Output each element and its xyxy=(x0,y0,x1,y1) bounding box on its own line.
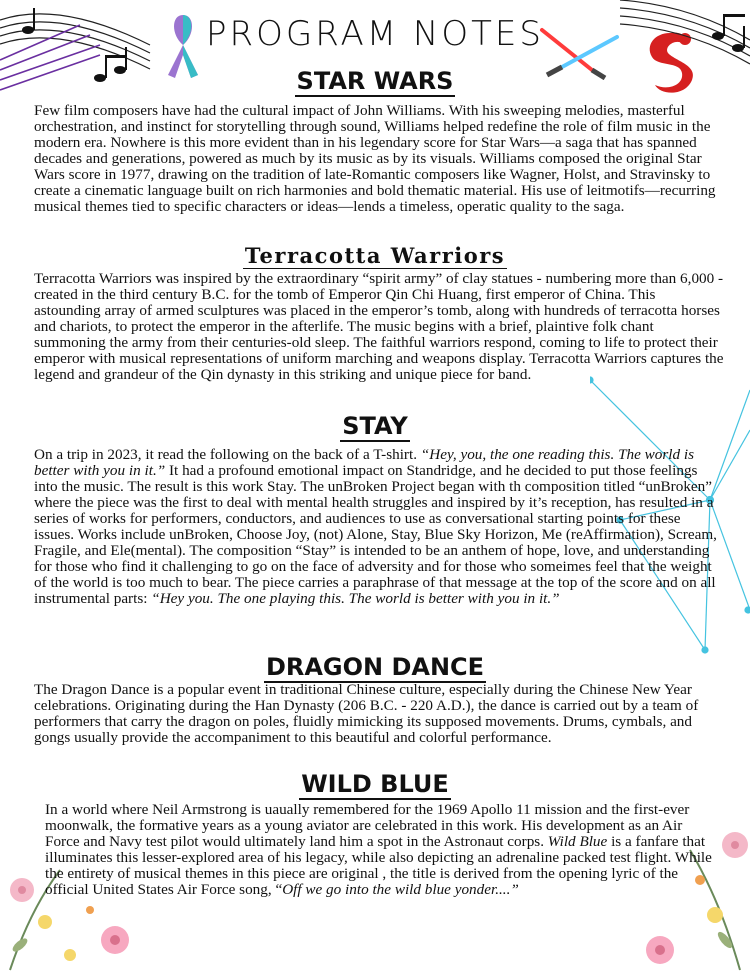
text-run: Terracotta Warriors was inspired by the extraordinary “spirit army” of clay statues - numbering more than 6,000 - created in the third century B.C. for the tomb of Emperor Qin Chi Huang, first emperor of China. This astounding array of armed sculptures was placed in the emperor’s tomb, along with hundreds of terracotta horses and chariots, to protect the emperor in the afterlife. The music begins with a brief, plaintive folk chant summoning the army from their centuries-old sleep. The faithful warriors respond, coming to life to protect their emperor with musical representations of uniform marching and weapons display. Terracotta Warriors captures the legend and grandeur of the Qin dynasty in this striking and unique piece for band. xyxy=(34,270,724,383)
section-body-terracotta-warriors xyxy=(34,271,724,383)
italic-text-run: “Hey you. The one playing this. The world is better with you in it.” xyxy=(151,590,560,607)
section-heading-wild-blue: WILD BLUE xyxy=(301,770,449,798)
italic-text-run: Wild Blue xyxy=(547,833,608,850)
text-run: The Dragon Dance is a popular event in traditional Chinese culture, especially during the Chinese New Year celebrations. Originating during the Han Dynasty (206 B.C. - 220 A.D.), the dance is carried out by a team of performers that carry the dragon on poles, fluidly mimicking its supposed movements. Drums, cymbals, and gongs usually provide the accompaniment to this beautiful and colorful performance. xyxy=(34,681,699,746)
section-heading-terracotta-warriors: Terracotta Warriors xyxy=(244,243,506,268)
text-run: Few film composers have had the cultural impact of John Williams. With his sweeping melodies, masterful orchestration, and instinct for storytelling through sound, Williams helped redefine the role of film music in the modern era. Nowhere is this more evident than in his legendary score for Star Wars—a saga that has spanned decades and generations, powered as much by its music as by its visuals. Williams composed the original Star Wars score in 1977, drawing on the tradition of late-Romantic composers like Wagner, Holst, and Stravinsky to create a cinematic language built on rich harmonies and bold thematic material. His use of leitmotifs—recurring musical themes tied to specific characters or ideas—lends a timeless, operatic quality to the saga. xyxy=(34,102,716,215)
section-body-wild-blue xyxy=(45,802,713,898)
section-heading-dragon-dance: DRAGON DANCE xyxy=(265,653,485,681)
text-run: In a world where Neil Armstrong is uaually remembered for the 1969 Apollo 11 mission and the first-ever moonwalk, the formative years as a young aviator are celebrated in this work. His development as an Air Force and Navy test pilot would ultimately land him a spot in the Astronaut corps. xyxy=(45,801,690,850)
text-run: It had a profound emotional impact on Standridge, and he decided to put those feelings into the music. The result is this work Stay. The unBroken Project began with th composition titled “unBroken” where the piece was the first to deal with mental health struggles and inspired by it’s reception, has resulted in a series of works for performers, conductors, and audiences to use as conversational starting points for these issues. Works include unBroken, Choose Joy, (not) Alone, Stay, Blue Sky Horizon, Me (reAffirmation), Scream, Fragile, and Ele(mental). The composition “Stay” is intended to be an anthem of hope, love, and understanding for those who find it challenging to go on the face of adversity and for those who someimes feel that the weight of the world is too much to bear. The piece carries a paraphrase of that message at the top of the score and on all instrumental parts: xyxy=(34,462,717,607)
section-body-star-wars xyxy=(34,103,724,215)
page-title: PROGRAM NOTES xyxy=(206,14,544,54)
text-run: On a trip in 2023, it read the following on the back of a T-shirt. xyxy=(34,446,421,463)
text-run: is a fanfare that illuminates this lesser-explored area of his legacy, while also depicting an adrenaline packed test flight. While the entirety of musical themes in this piece are original , the title is derived from the opening lyric of the official United States Air Force song, “ xyxy=(45,833,712,898)
italic-text-run: “Hey, you, the one reading this. The world is better with you in it.” xyxy=(34,446,695,479)
italic-text-run: Off we go into the wild blue yonder....” xyxy=(282,881,519,898)
section-body-dragon-dance xyxy=(34,682,724,746)
section-heading-stay: STAY xyxy=(342,412,408,440)
section-heading-star-wars: STAR WARS xyxy=(296,67,454,95)
section-body-stay xyxy=(34,447,724,607)
